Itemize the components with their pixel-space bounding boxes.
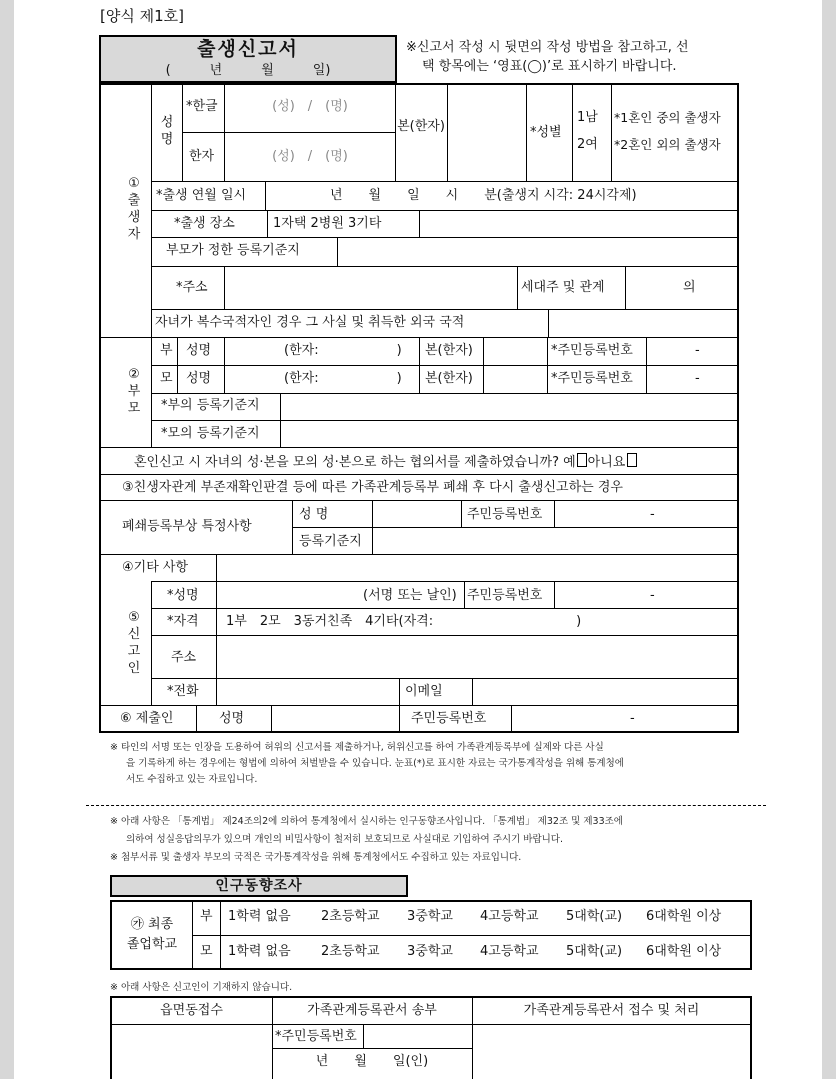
agreement-yes-checkbox[interactable] — [577, 453, 587, 467]
mother-hanja-field[interactable]: (한자: ) — [284, 371, 402, 386]
father-edu-option[interactable]: 3중학교 — [407, 909, 453, 924]
statistics-line-1: ※ 아래 사항은 「통계법」 제24조의2에 의하여 통계청에서 실시하는 인구동향조사입니다. 「통계법」 제32조 및 제33조에 — [110, 816, 623, 827]
mother-bon-label: 본(한자) — [425, 371, 473, 386]
closed-rrn-field[interactable]: - — [650, 507, 655, 522]
out-marriage-option[interactable]: *2혼인 외의 출생자 — [614, 137, 721, 152]
date-line: ( 년 월 일) — [165, 63, 331, 78]
name-label: 성명 — [160, 115, 174, 147]
sex-label: *성별 — [530, 125, 562, 140]
section-1-label: ①출생자 — [127, 176, 141, 242]
father-edu-option[interactable]: 5대학(교) — [566, 909, 623, 924]
birth-place-label: *출생 장소 — [174, 216, 235, 231]
office-col-2: 가족관계등록관서 송부 — [307, 1003, 437, 1018]
office-col-1: 읍면동접수 — [160, 1003, 223, 1018]
office-col-3: 가족관계등록관서 접수 및 처리 — [523, 1003, 700, 1018]
mother-rrn-label: *주민등록번호 — [551, 371, 633, 386]
warning-line-1: ※ 타인의 서명 또는 인장을 도용하여 허위의 신고서를 제출하거나, 허위신고를 하여 가족관계등록부에 실제와 다른 사실 — [110, 742, 604, 753]
form-number: [양식 제1호] — [100, 7, 184, 25]
reporter-rrn-field[interactable]: - — [650, 588, 655, 603]
agreement-question-text: 혼인신고 시 자녀의 성·본을 모의 성·본으로 하는 협의서를 제출하였습니까? 예 — [134, 455, 576, 470]
father-label: 부 — [160, 343, 173, 358]
birth-place-options[interactable]: 1자택 2병원 3기타 — [273, 216, 382, 231]
warning-line-2: 을 기록하게 하는 경우에는 형법에 의하여 처벌받을 수 있습니다. 눈표(*)로 표시한 자료는 국가통계작성을 위해 통계청에 — [126, 758, 624, 769]
office-date-line: 년 월 일(인) — [315, 1054, 429, 1069]
section-2-label: ②부모 — [127, 367, 141, 416]
cut-line — [86, 805, 766, 806]
sex-female-option[interactable]: 2여 — [577, 137, 598, 152]
father-edu-option[interactable]: 2초등학교 — [321, 909, 380, 924]
office-rrn-label: *주민등록번호 — [275, 1029, 357, 1044]
agreement-no-label: 아니요 — [587, 455, 626, 470]
mother-edu-option[interactable]: 1학력 없음 — [228, 944, 291, 959]
statistics-line-3: ※ 첨부서류 및 출생자 부모의 국적은 국가통계작성을 위해 통계청에서도 수집하고 있는 자료입니다. — [110, 852, 522, 863]
notice-line-1: ※신고서 작성 시 뒷면의 작성 방법을 참고하고, 선 — [406, 40, 689, 55]
statistics-line-2: 의하여 성실응답의무가 있으며 개인의 비밀사항이 철저히 보호되므로 사실대로 기입하여 주시기 바랍니다. — [126, 834, 564, 845]
closed-name-label: 성 명 — [299, 507, 329, 522]
submitter-name-label: 성명 — [219, 711, 245, 726]
mother-reg-base-label: *모의 등록기준지 — [161, 426, 260, 441]
birth-datetime-field[interactable]: 년 월 일 시 분(출생지 시각: 24시각제) — [330, 188, 637, 203]
mother-edu-option[interactable]: 6대학원 이상 — [646, 944, 722, 959]
mother-edu-option[interactable]: 3중학교 — [407, 944, 453, 959]
father-rrn-label: *주민등록번호 — [551, 343, 633, 358]
section-5-label: ⑤신고인 — [127, 610, 141, 676]
household-label: 세대주 및 관계 — [521, 280, 605, 295]
father-edu-option[interactable]: 1학력 없음 — [228, 909, 291, 924]
reporter-sign-hint[interactable]: (서명 또는 날인) — [363, 588, 457, 603]
mother-rrn-field[interactable]: - — [695, 371, 700, 386]
sex-male-option[interactable]: 1남 — [577, 110, 598, 125]
section-3-title: ③친생자관계 부존재확인판결 등에 따른 가족관계등록부 폐쇄 후 다시 출생신고하는 경우 — [122, 480, 623, 495]
reporter-phone-label: *전화 — [167, 684, 199, 699]
multi-nationality-label: 자녀가 복수국적자인 경우 그 사실 및 취득한 외국 국적 — [155, 315, 465, 330]
father-rrn-field[interactable]: - — [695, 343, 700, 358]
submitter-label: ⑥ 제출인 — [120, 711, 174, 726]
notice-line-2: 택 항목에는 ‘영표(◯)’로 표시하기 바랍니다. — [422, 59, 677, 74]
father-name-label: 성명 — [186, 343, 212, 358]
section-4-label: ④기타 사항 — [122, 560, 189, 575]
reporter-name-label: *성명 — [167, 588, 199, 603]
page-title: 출생신고서 — [197, 38, 299, 60]
education-label-2: 졸업학교 — [126, 937, 178, 952]
mother-edu-option[interactable]: 4고등학교 — [480, 944, 539, 959]
mother-name-label: 성명 — [186, 371, 212, 386]
closed-register-label: 폐쇄등록부상 특정사항 — [122, 519, 252, 534]
hangul-label: *한글 — [186, 99, 218, 114]
parent-reg-base-label: 부모가 정한 등록기준지 — [166, 243, 300, 258]
agreement-no-checkbox[interactable] — [627, 453, 637, 467]
mother-label: 모 — [160, 371, 173, 386]
hangul-name-field[interactable]: (성) / (명) — [272, 99, 348, 114]
birth-datetime-label: *출생 연월 일시 — [156, 188, 247, 203]
survey-mother-label: 모 — [200, 944, 213, 959]
office-note: ※ 아래 사항은 신고인이 기재하지 않습니다. — [110, 982, 293, 993]
reporter-email-label: 이메일 — [405, 684, 443, 699]
father-hanja-field[interactable]: (한자: ) — [284, 343, 402, 358]
father-edu-option[interactable]: 6대학원 이상 — [646, 909, 722, 924]
survey-title: 인구동향조사 — [215, 878, 303, 894]
closed-rrn-label: 주민등록번호 — [467, 507, 543, 522]
hanja-label: 한자 — [189, 149, 215, 164]
mother-edu-option[interactable]: 2초등학교 — [321, 944, 380, 959]
address-label: *주소 — [176, 280, 208, 295]
reporter-qualification-options[interactable]: 1부 2모 3동거친족 4기타(자격: ) — [226, 614, 582, 629]
in-marriage-option[interactable]: *1혼인 중의 출생자 — [614, 110, 721, 125]
father-bon-label: 본(한자) — [425, 343, 473, 358]
closed-reg-base-label: 등록기준지 — [299, 534, 362, 549]
father-edu-option[interactable]: 4고등학교 — [480, 909, 539, 924]
bon-label: 본(한자) — [397, 119, 445, 134]
education-label-1: ㉮ 최종 — [130, 917, 174, 932]
hanja-name-field[interactable]: (성) / (명) — [272, 149, 348, 164]
reporter-rrn-label: 주민등록번호 — [467, 588, 543, 603]
submitter-rrn-label: 주민등록번호 — [411, 711, 487, 726]
father-reg-base-label: *부의 등록기준지 — [161, 398, 260, 413]
reporter-address-label: 주소 — [171, 650, 197, 665]
reporter-qualification-label: *자격 — [167, 614, 199, 629]
agreement-question — [134, 453, 637, 471]
mother-edu-option[interactable]: 5대학(교) — [566, 944, 623, 959]
submitter-rrn-field[interactable]: - — [630, 711, 635, 726]
warning-line-3: 서도 수집하고 있는 자료입니다. — [126, 774, 258, 785]
household-field[interactable]: 의 — [683, 280, 696, 295]
survey-father-label: 부 — [200, 909, 213, 924]
